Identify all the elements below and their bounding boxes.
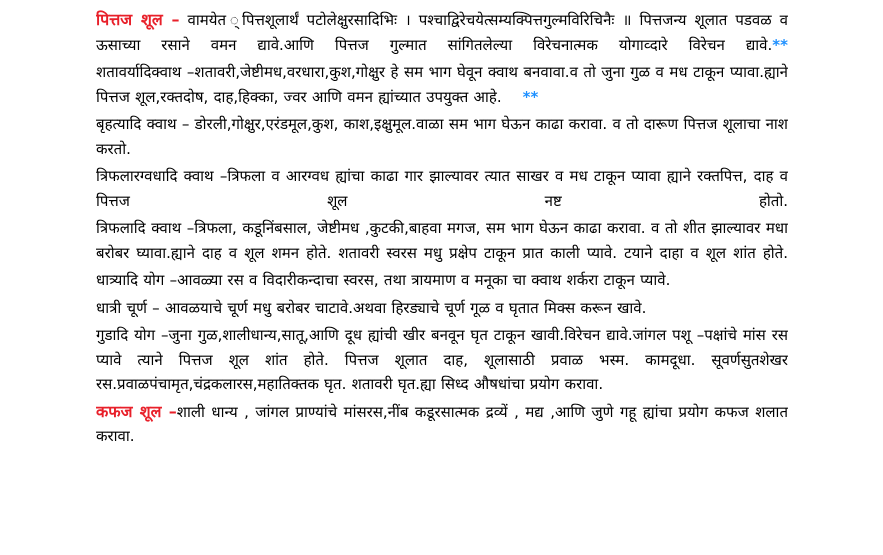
- paragraph-text: पित्तजन्य शूलात पडवळ व ऊसाच्या रसाने वमन द्यावे.आणि पित्तज गुल्मात सांगितलेल्या विरेचनात्मक योगाव्दारे विरेचन द्यावे.: [96, 11, 788, 54]
- paragraph-text: बृहत्यादि क्वाथ – डोरली,गोक्षुर,एरंडमूल,कुश, काश,इक्षुमूल.वाळा सम भाग घेऊन काढा करावा. व तो दारूण पित्तज शूलाचा नाश करतो.: [96, 115, 788, 158]
- section-heading-kaphaj-shool: कफज शूल –: [96, 401, 177, 421]
- paragraph-text: धात्र्यादि योग –आवळ्या रस व विदारीकन्दाचा स्वरस, तथा त्रायमाण व मनूका चा क्वाथ शर्करा टाकून प्यावे.: [96, 271, 671, 289]
- paragraph-triphaladi: [96, 216, 788, 265]
- paragraph-dhatri-churna: [96, 296, 788, 321]
- paragraph-text: त्रिफलादि क्वाथ –त्रिफला, कडूनिंबसाल, जेष्टीमध ,कुटकी,बाहवा मगज, सम भाग घेऊन काढा करावा. व तो शीत झाल्यावर मधा बरोबर घ्यावा.ह्याने दाह व शूल शमन होते. शतावरी स्वरस मधु प्रक्षेप टाकून प्रात काली प्यावे. टयाने दाहा व शूल शांत होते.: [96, 219, 788, 262]
- paragraph-text: धात्री चूर्ण – आवळयाचे चूर्ण मधु बरोबर चाटावे.अथवा हिरड्याचे चूर्ण गूळ व घृतात मिक्स करून खावे.: [96, 298, 647, 317]
- paragraph-text: गुडादि योग –जुना गुळ,शालीधान्य,सातू,आणि दूध ह्यांची खीर बनवून घृत टाकून खावी.विरेचन द्यावे.जांगल पशू –पक्षांचे मांस रस प्यावे त्याने पित्तज शूल शांत होते. पित्तज शूलात दाह, शूलासाठी प्रवाळ भस्म. कामदूधा. सूवर्णसुतशेखर रस.प्रवाळपंचामृत,चंद्रकलारस,महातिक्तक घृत. शतावरी घृत.ह्या सिध्द औषधांचा प्रयोग करावा.: [96, 326, 788, 393]
- paragraph-text: शाली धान्य , जांगल प्राण्यांचे मांसरस,नींब कडूरसात्मक द्रव्यें , मद्य ,आणि जुणे गहू ह्यांचा प्रयोग कफज शलात करावा.: [96, 402, 788, 445]
- document-page: [96, 8, 788, 553]
- star-marker: **: [772, 35, 788, 54]
- star-marker: **: [522, 87, 539, 106]
- paragraph-triphalaragvadhadi: [96, 164, 788, 213]
- section-kaphaj-shool: [96, 400, 788, 449]
- sanskrit-verse: वामयेत ्पित्तशूलार्थं पटोलेक्षुरसादिभिः । पश्चाद्विरेचयेत्सम्यक्पित्तगुल्मविरिचिनैः ॥: [179, 11, 632, 29]
- section-pittaj-shool: [96, 8, 788, 57]
- paragraph-shatavaryadi: [96, 60, 788, 109]
- paragraph-bruhatyadi: [96, 112, 788, 161]
- paragraph-text: शतावर्यादिक्वाथ –शतावरी,जेष्टीमध,वरधारा,कुश,गोक्षुर हे सम भाग घेवून क्वाथ बनवावा.व तो जुना गुळ व मध टाकून प्यावा.ह्याने पित्तज शूल,रक्तदोष, दाह,हिक्का, ज्वर आणि वमन ह्यांच्यात उपयुक्त आहे.: [96, 63, 788, 106]
- section-heading-pittaj-shool: पित्तज शूल –: [96, 10, 180, 29]
- paragraph-dhatryadi: [96, 268, 788, 293]
- paragraph-gudadi: [96, 323, 788, 397]
- paragraph-text: त्रिफलारग्वधादि क्वाथ –त्रिफला व आरग्वध ह्यांचा काढा गार झाल्यावर त्यात साखर व मध टाकून प्यावा ह्याने रक्तपित्त, दाह व पित्तज शूल नष्ट होतो.: [96, 167, 788, 210]
